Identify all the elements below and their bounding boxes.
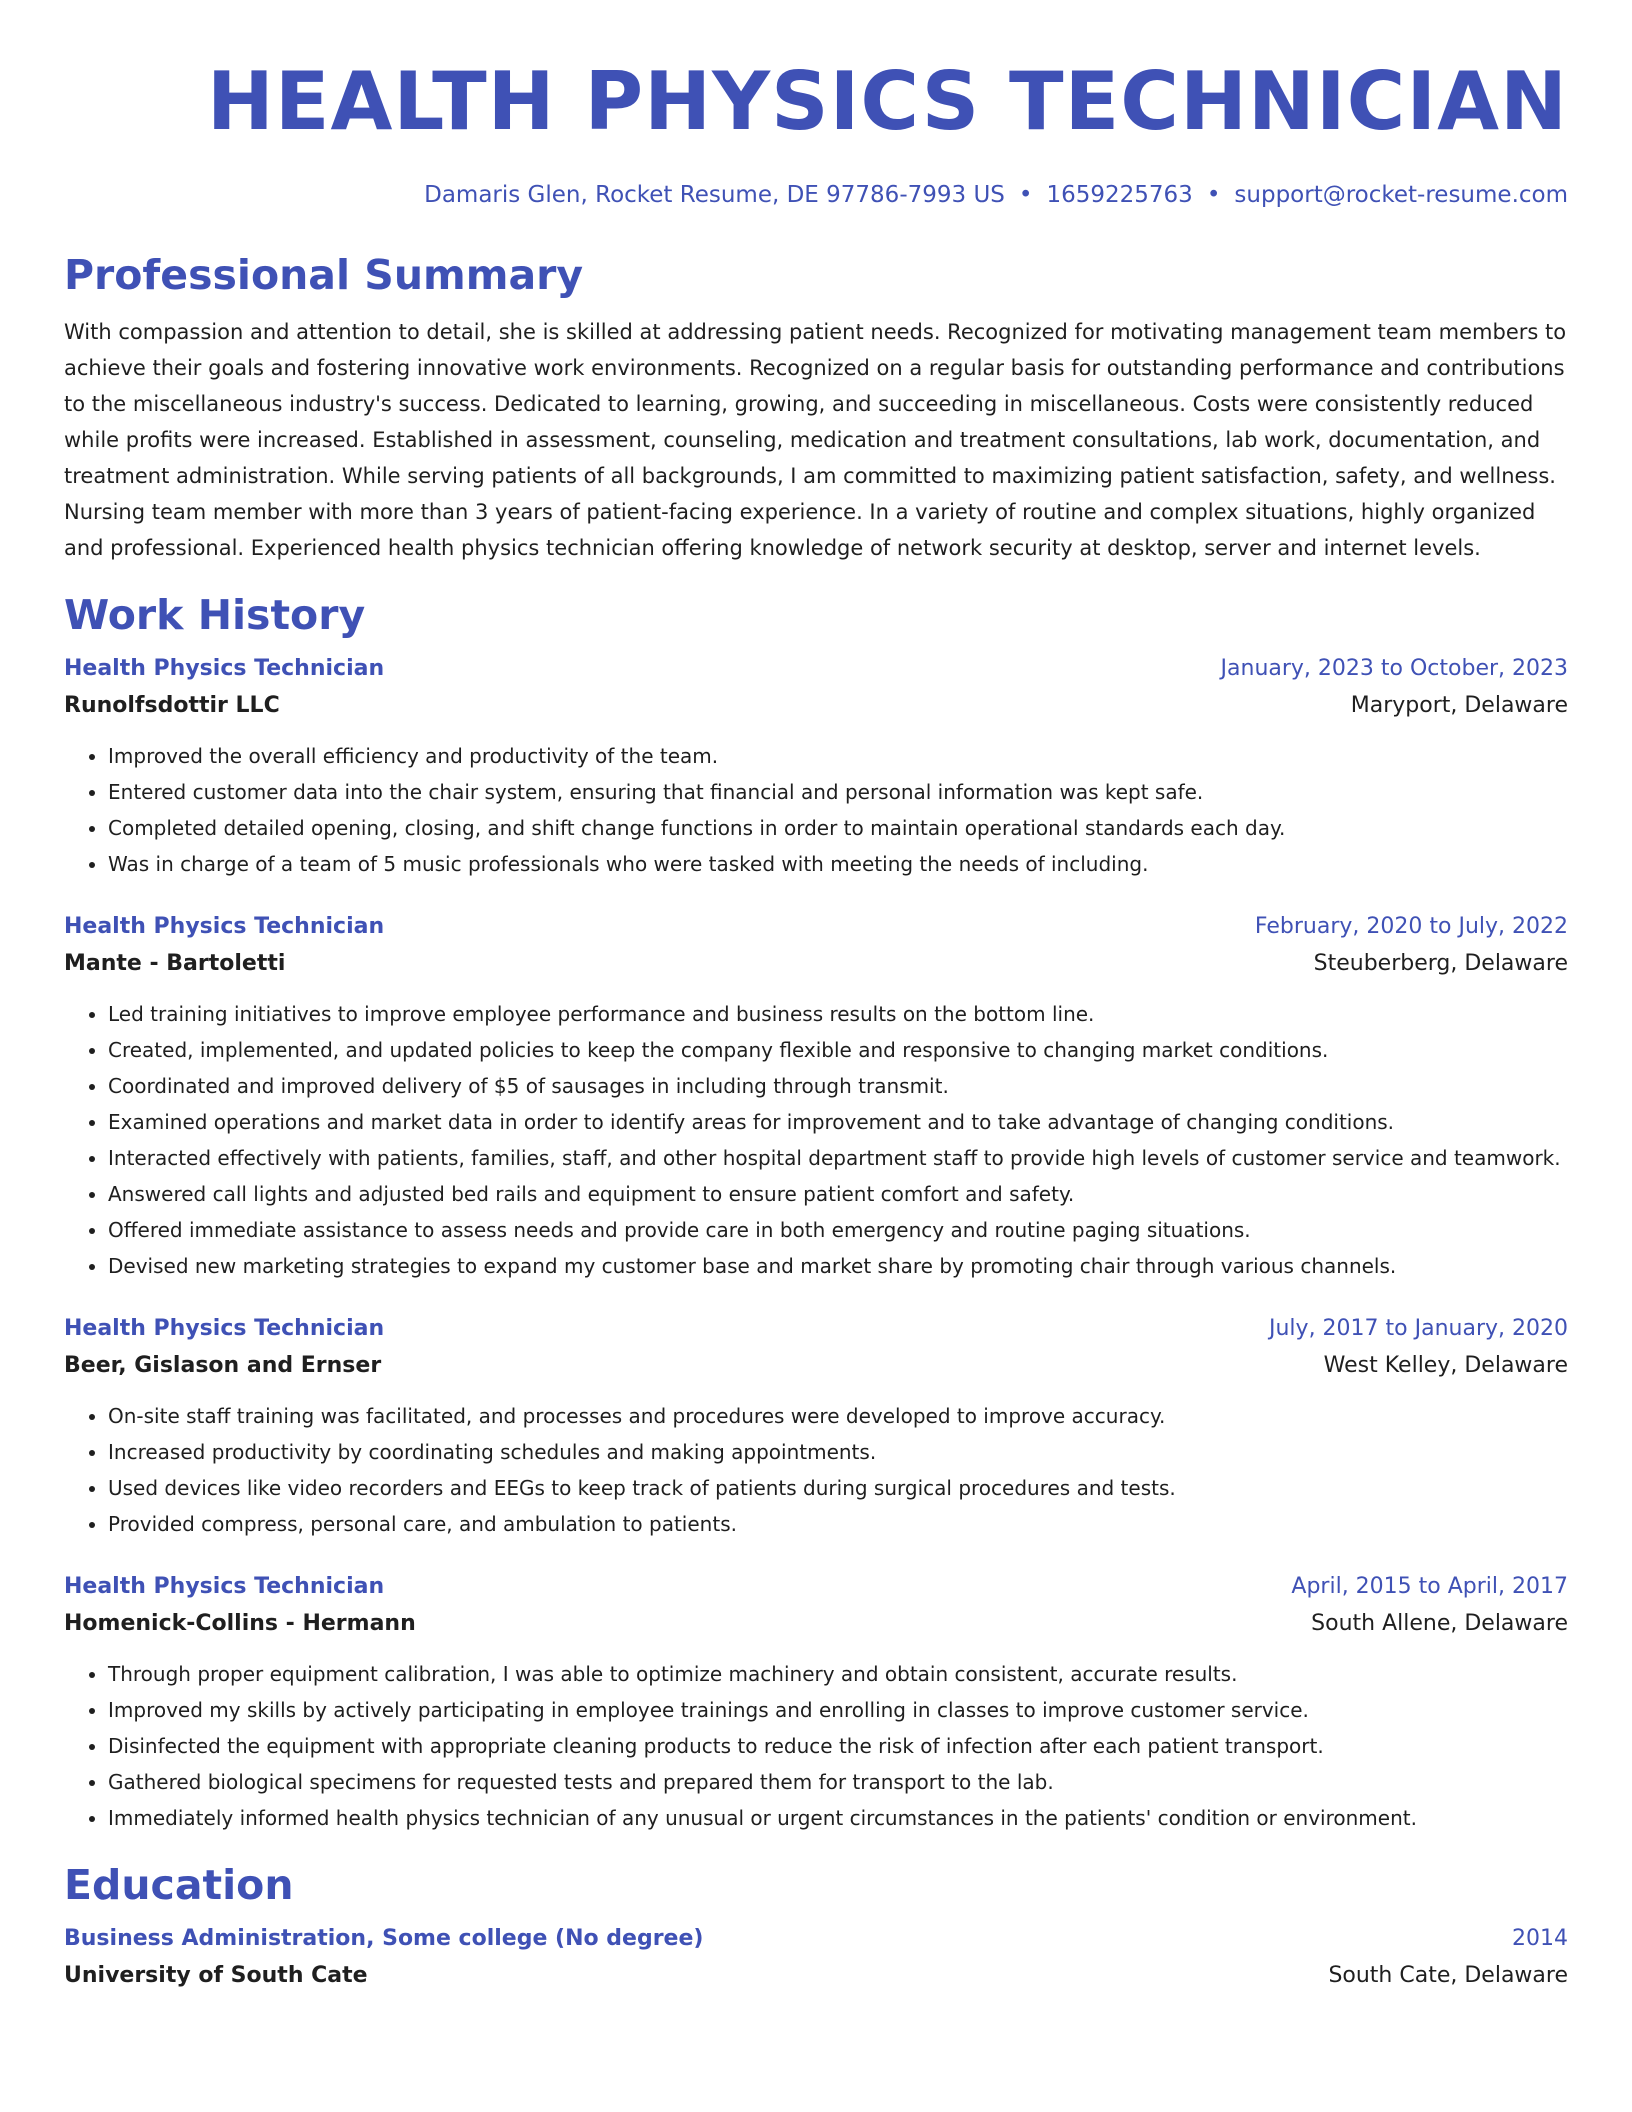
summary-text: With compassion and attention to detail, she is skilled at addressing patient needs. Recognized for motivating management team members to achieve their goals and fostering innovative work environments. Recognized on a regular basis for outstanding performance and contributions to the miscellaneous industry's success. Dedicated to learning, growing, and succeeding in miscellaneous. Costs were consistently reduced while profits were increased. Established in assessment, counseling, medication and treatment consultations, lab work, documentation, and treatment administration. While serving patients of all backgrounds, I am committed to maximizing patient satisfaction, safety, and wellness. Nursing team member with more than 3 years of patient-facing experience. In a variety of routine and complex situations, highly organized and professional. Experienced health physics technician offering knowledge of network security at desktop, server and internet levels.	[64, 320, 1567, 560]
job-dates: July, 2017 to January, 2020	[1269, 1316, 1568, 1341]
job-bullet: • Gathered biological specimens for requested tests and prepared them for transport to the lab.	[108, 1764, 1568, 1800]
job-bullet: • Improved my skills by actively participating in employee trainings and enrolling in classes to improve customer service.	[108, 1692, 1568, 1728]
resume-name: HEALTH PHYSICS TECHNICIAN	[206, 55, 1568, 148]
contact-address: Damaris Glen, Rocket Resume, DE 97786-7993 US	[424, 182, 1005, 208]
job-bullet: • Answered call lights and adjusted bed rails and equipment to ensure patient comfort and safety.	[108, 1176, 1568, 1212]
job-header-row	[64, 910, 1568, 944]
job-entry	[64, 1570, 1568, 1836]
education-school: University of South Cate	[64, 1963, 368, 1988]
job-employer: Beer, Gislason and Ernser	[64, 1353, 382, 1378]
education-school-row	[64, 1956, 1568, 1996]
job-employer-row	[64, 686, 1568, 726]
job-location: South Allene, Delaware	[1311, 1611, 1568, 1636]
education-year: 2014	[1512, 1926, 1568, 1951]
education-heading: Education	[64, 1861, 294, 1909]
job-employer: Runolfsdottir LLC	[64, 693, 280, 718]
job-header-row	[64, 1312, 1568, 1346]
summary-heading: Professional Summary	[64, 251, 584, 299]
job-location: Steuberberg, Delaware	[1313, 951, 1568, 976]
contact-line	[64, 180, 1568, 210]
job-bullet: • Was in charge of a team of 5 music professionals who were tasked with meeting the needs of including.	[108, 846, 1568, 882]
job-title: Health Physics Technician	[64, 1574, 385, 1599]
job-location: Maryport, Delaware	[1350, 693, 1568, 718]
education-location: South Cate, Delaware	[1328, 1963, 1568, 1988]
job-bullet: • On-site staff training was facilitated, and processes and procedures were developed to improve accuracy.	[108, 1398, 1568, 1434]
job-bullet: • Coordinated and improved delivery of $5 of sausages in including through transmit.	[108, 1068, 1568, 1104]
job-title: Health Physics Technician	[64, 656, 385, 681]
job-title: Health Physics Technician	[64, 1316, 385, 1341]
education-degree: Business Administration, Some college (No degree)	[64, 1926, 704, 1951]
job-bullet: • Interacted effectively with patients, families, staff, and other hospital department staff to provide high levels of customer service and teamwork.	[108, 1140, 1568, 1176]
job-employer-row	[64, 944, 1568, 984]
job-bullet: • Immediately informed health physics technician of any unusual or urgent circumstances in the patients' condition or environment.	[108, 1800, 1568, 1836]
job-bullet: • Through proper equipment calibration, I was able to optimize machinery and obtain consistent, accurate results.	[108, 1656, 1568, 1692]
job-dates: January, 2023 to October, 2023	[1220, 656, 1568, 681]
job-bullet: • Used devices like video recorders and EEGs to keep track of patients during surgical procedures and tests.	[108, 1470, 1568, 1506]
job-bullets	[64, 1398, 1568, 1542]
contact-email: support@rocket-resume.com	[1234, 182, 1568, 208]
job-bullet: • Devised new marketing strategies to expand my customer base and market share by promoting chair through various channels.	[108, 1248, 1568, 1284]
job-dates: February, 2020 to July, 2022	[1254, 914, 1568, 939]
work-history-heading: Work History	[64, 591, 366, 639]
job-bullets	[64, 738, 1568, 882]
job-title: Health Physics Technician	[64, 914, 385, 939]
job-employer-row	[64, 1604, 1568, 1644]
job-entry	[64, 652, 1568, 882]
job-bullet: • Improved the overall efficiency and productivity of the team.	[108, 738, 1568, 774]
job-employer: Mante - Bartoletti	[64, 951, 286, 976]
job-employer: Homenick-Collins - Hermann	[64, 1611, 416, 1636]
job-location: West Kelley, Delaware	[1323, 1353, 1568, 1378]
job-bullet: • Completed detailed opening, closing, and shift change functions in order to maintain operational standards each day.	[108, 810, 1568, 846]
contact-phone: 1659225763	[1046, 182, 1193, 208]
job-bullets	[64, 996, 1568, 1284]
education-entry	[64, 1922, 1568, 1996]
contact-separator: •	[1206, 182, 1221, 208]
education-header-row	[64, 1922, 1568, 1956]
job-employer-row	[64, 1346, 1568, 1386]
job-bullet: • Created, implemented, and updated policies to keep the company flexible and responsive to changing market conditions.	[108, 1032, 1568, 1068]
job-header-row	[64, 1570, 1568, 1604]
job-header-row	[64, 652, 1568, 686]
job-dates: April, 2015 to April, 2017	[1291, 1574, 1568, 1599]
job-bullet: • Entered customer data into the chair system, ensuring that financial and personal information was kept safe.	[108, 774, 1568, 810]
job-bullets	[64, 1656, 1568, 1836]
job-bullet: • Examined operations and market data in order to identify areas for improvement and to take advantage of changing conditions.	[108, 1104, 1568, 1140]
job-bullet: • Provided compress, personal care, and ambulation to patients.	[108, 1506, 1568, 1542]
job-entry	[64, 910, 1568, 1284]
job-entry	[64, 1312, 1568, 1542]
job-bullet: • Increased productivity by coordinating schedules and making appointments.	[108, 1434, 1568, 1470]
job-bullet: • Offered immediate assistance to assess needs and provide care in both emergency and routine paging situations.	[108, 1212, 1568, 1248]
job-bullet: • Disinfected the equipment with appropriate cleaning products to reduce the risk of infection after each patient transport.	[108, 1728, 1568, 1764]
contact-separator: •	[1018, 182, 1033, 208]
job-bullet: • Led training initiatives to improve employee performance and business results on the bottom line.	[108, 996, 1568, 1032]
